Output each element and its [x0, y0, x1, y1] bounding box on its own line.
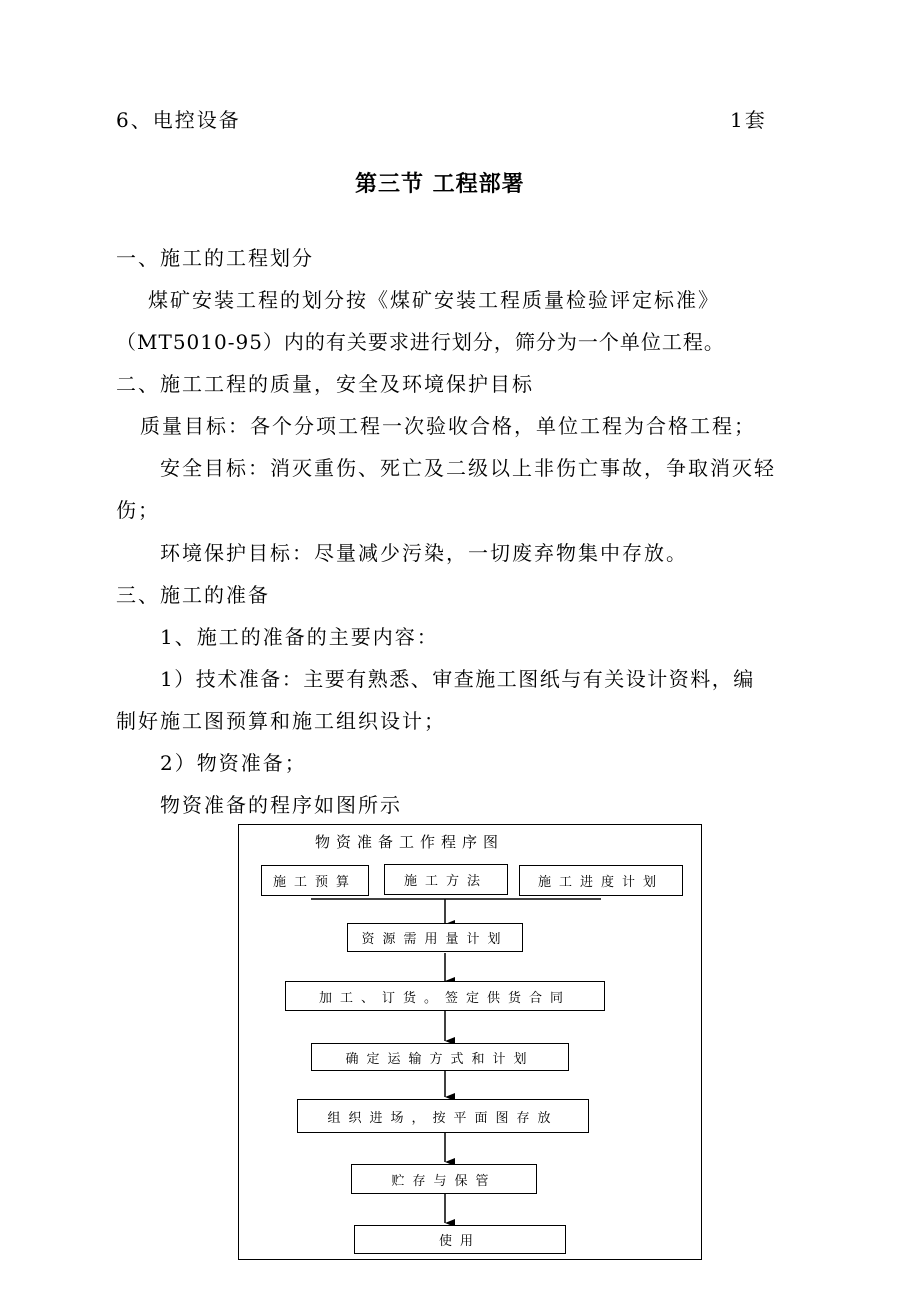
heading-division: 一、施工的工程划分 — [116, 246, 314, 270]
heading-targets: 二、施工工程的质量，安全及环境保护目标 — [116, 372, 534, 396]
quality-target: 质量目标：各个分项工程一次验收合格，单位工程为合格工程； — [140, 414, 756, 438]
technical-preparation-1: 1）技术准备：主要有熟悉、审查施工图纸与有关设计资料，编 — [160, 667, 755, 691]
step-storage-care: 贮存与保管 — [351, 1164, 537, 1194]
material-preparation-flowchart — [238, 824, 702, 1260]
paragraph-division-2: （MT5010-95）内的有关要求进行划分，筛分为一个单位工程。 — [116, 330, 725, 354]
equipment-item: 6、电控设备 — [116, 108, 241, 132]
safety-target-1: 安全目标：消灭重伤、死亡及二级以上非伤亡事故，争取消灭轻 — [160, 456, 776, 480]
step-resource-plan: 资源需用量计划 — [347, 923, 523, 952]
paragraph-division-1: 煤矿安装工程的划分按《煤矿安装工程质量检验评定标准》 — [148, 288, 720, 312]
box-construction-budget: 施工预算 — [261, 865, 369, 896]
step-site-storage: 组织进场，按平面图存放 — [297, 1099, 589, 1133]
preparation-content: 1、施工的准备的主要内容： — [160, 625, 439, 649]
environment-target: 环境保护目标：尽量减少污染，一切废弃物集中存放。 — [160, 541, 688, 565]
material-preparation: 2）物资准备； — [160, 751, 307, 775]
heading-preparation: 三、施工的准备 — [116, 583, 270, 607]
safety-target-2: 伤； — [116, 498, 160, 522]
step-ordering-contract: 加工、订货。签定供货合同 — [285, 981, 605, 1011]
section-title: 第三节 工程部署 — [355, 172, 525, 197]
step-use: 使用 — [354, 1225, 566, 1254]
technical-preparation-2: 制好施工图预算和施工组织设计； — [116, 709, 446, 733]
equipment-quantity: 1套 — [730, 108, 767, 132]
box-construction-method: 施工方法 — [384, 864, 508, 895]
material-procedure-caption: 物资准备的程序如图所示 — [160, 793, 402, 817]
box-progress-plan: 施工进度计划 — [519, 865, 683, 896]
step-transport-plan: 确定运输方式和计划 — [311, 1043, 569, 1071]
flowchart-title: 物资准备工作程序图 — [315, 833, 505, 851]
